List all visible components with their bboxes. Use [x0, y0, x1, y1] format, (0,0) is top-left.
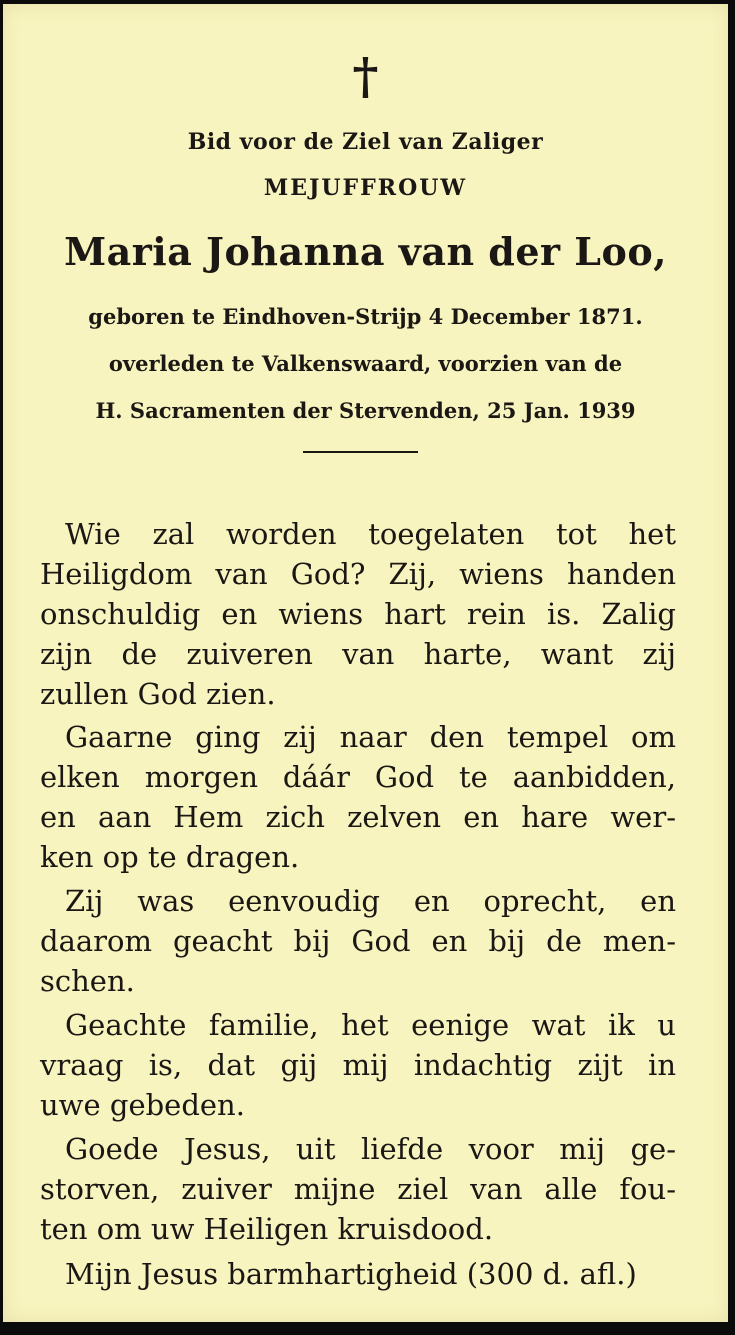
text-line: ten om uw Heiligen kruisdood.: [40, 1212, 494, 1246]
divider-rule: [303, 451, 418, 453]
text-line: vraag is, dat gij mij indachtig zijt in: [40, 1048, 676, 1082]
text-line: Goede Jesus, uit liefde voor mij ge-: [65, 1132, 676, 1166]
text-line: onschuldig en wiens hart rein is. Zalig: [40, 597, 676, 631]
text-line: zullen God zien.: [40, 677, 276, 711]
paragraph-2: [40, 717, 676, 877]
death-line-1: overleden te Valkenswaard, voorzien van de: [108, 351, 623, 376]
paragraph-4: [40, 1005, 676, 1125]
text-line: Gaarne ging zij naar den tempel om: [65, 720, 676, 754]
text-line: Wie zal worden toegelaten tot het: [65, 517, 676, 551]
death-line-2: H. Sacramenten der Stervenden, 25 Jan. 1939: [95, 398, 636, 423]
text-line: schen.: [40, 964, 135, 998]
text-line: en aan Hem zich zelven en hare wer-: [40, 800, 676, 834]
text-line: uwe gebeden.: [40, 1088, 245, 1122]
paragraph-3: [40, 881, 676, 1001]
cross-icon: †: [352, 46, 379, 105]
text-line: ken op te dragen.: [40, 840, 300, 874]
text-line: storven, zuiver mijne ziel van alle fou-: [40, 1172, 676, 1206]
text-line: daarom geacht bij God en bij de men-: [40, 924, 676, 958]
text-line: elken morgen dáár God te aanbidden,: [40, 760, 676, 794]
prayer-intro: Bid voor de Ziel van Zaliger: [187, 129, 544, 155]
text-line: Heiligdom van God? Zij, wiens handen: [40, 557, 676, 591]
text-line: Mijn Jesus barmhartigheid (300 d. afl.): [65, 1257, 637, 1291]
paragraph-6: [40, 1254, 676, 1294]
paragraph-1: [40, 514, 676, 714]
title-mejuffrouw: MEJUFFROUW: [263, 175, 468, 201]
memorial-card: [3, 4, 728, 1322]
text-line: zijn de zuiveren van harte, want zij: [40, 637, 676, 671]
text-line: Geachte familie, het eenige wat ik u: [65, 1008, 676, 1042]
deceased-name: Maria Johanna van der Loo,: [64, 229, 667, 274]
birth-line: geboren te Eindhoven-Strijp 4 December 1871.: [88, 304, 643, 329]
text-line: Zij was eenvoudig en oprecht, en: [65, 884, 676, 918]
paragraph-5: [40, 1129, 676, 1249]
